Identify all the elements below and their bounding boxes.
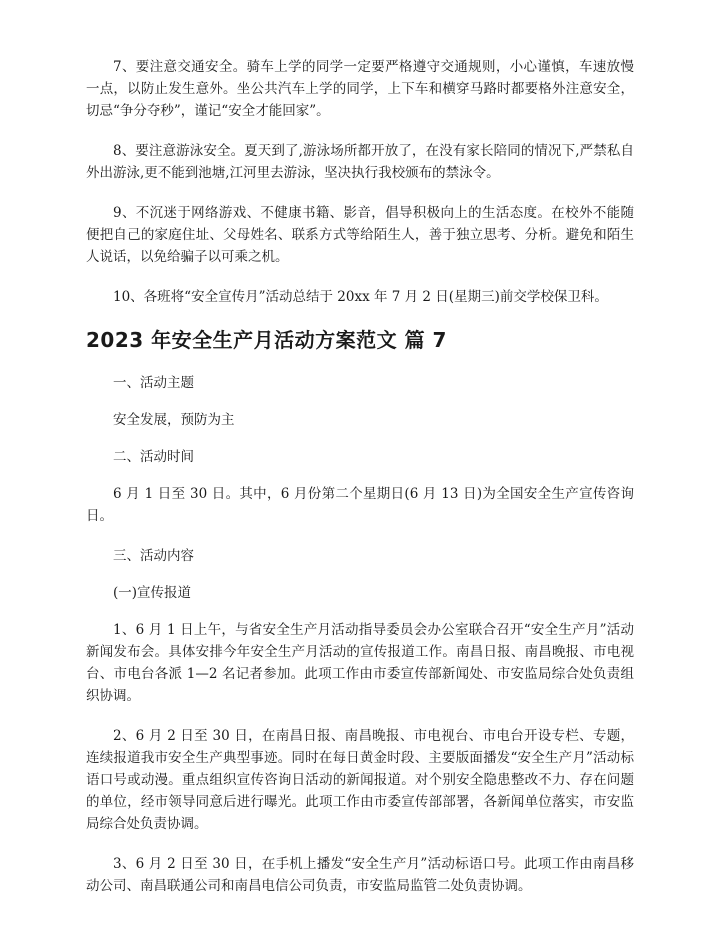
content-item-3: 3、6 月 2 日至 30 日，在手机上播发“安全生产月”活动标语口号。此项工作由南昌移动公司、南昌联通公司和南昌电信公司负责，市安监局监管二处负责协调。	[86, 856, 634, 894]
content-item-1: 1、6 月 1 日上午，与省安全生产月活动指导委员会办公室联合召开“安全生产月”活动新闻发布会。具体安排今年安全生产月活动的宣传报道工作。南昌日报、南昌晚报、市电视台、市电台各派 1—2 名记者参加。此项工作由市委宣传部新闻处、市安监局综合处负责组织协调。	[86, 622, 634, 704]
paragraph-item-10: 10、各班将“安全宣传月”活动总结于 20xx 年 7 月 2 日(星期三)前交学校保卫科。	[113, 289, 608, 305]
content-item-2: 2、6 月 2 日至 30 日，在南昌日报、南昌晚报、市电视台、市电台开设专栏、专题，连续报道我市安全生产典型事迹。同时在每日黄金时段、主要版面播发“安全生产月”活动标语口号或动漫。重点组织宣传咨询日活动的新闻报道。对个别安全隐患整改不力、存在问题的单位，经市领导同意后进行曝光。此项工作由市委宣传部部署，各新闻单位落实，市安监局综合处负责协调。	[86, 728, 634, 832]
theme-value: 安全发展，预防为主	[113, 412, 235, 428]
time-label: 二、活动时间	[113, 449, 194, 465]
paragraph-item-8: 8、要注意游泳安全。夏天到了,游泳场所都开放了，在没有家长陪同的情况下,严禁私自外出游泳,更不能到池塘,江河里去游泳，坚决执行我校颁布的禁泳令。	[86, 143, 634, 181]
section-heading: 2023 年安全生产月活动方案范文 篇 7	[86, 328, 447, 352]
paragraph-item-9: 9、不沉迷于网络游戏、不健康书籍、影音，倡导积极向上的生活态度。在校外不能随便把自己的家庭住址、父母姓名、联系方式等给陌生人，善于独立思考、分析。避免和陌生人说话，以免给骗子以可乘之机。	[86, 205, 634, 265]
subsection-label: (一)宣传报道	[113, 585, 192, 601]
time-value: 6 月 1 日至 30 日。其中，6 月份第二个星期日(6 月 13 日)为全国安全生产宣传咨询日。	[86, 486, 634, 524]
theme-label: 一、活动主题	[113, 375, 194, 391]
paragraph-item-7: 7、要注意交通安全。骑车上学的同学一定要严格遵守交通规则，小心谨慎，车速放慢一点，以防止发生意外。坐公共汽车上学的同学，上下车和横穿马路时都要格外注意安全，切忌“争分夺秒”，谨记“安全才能回家”。	[86, 59, 634, 119]
content-label: 三、活动内容	[113, 548, 194, 564]
